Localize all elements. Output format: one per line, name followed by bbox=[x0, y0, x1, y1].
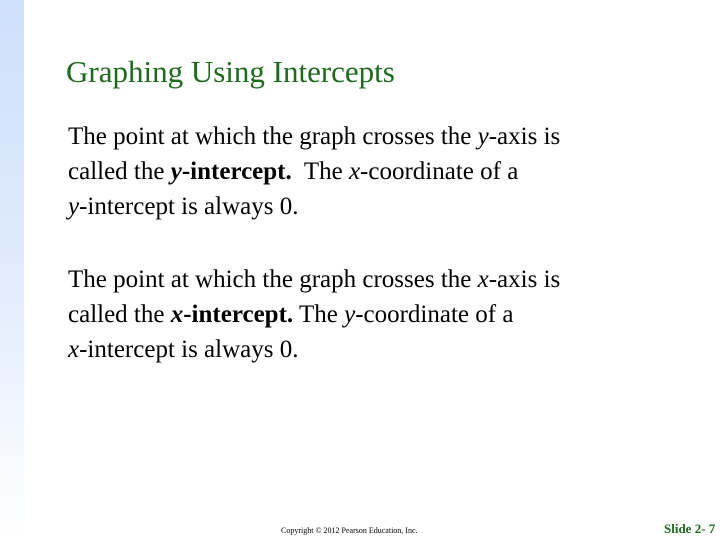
copyright-notice: Copyright © 2012 Pearson Education, Inc. bbox=[281, 526, 418, 535]
text-run: -coordinate of a bbox=[360, 158, 519, 185]
text-run: -axis is bbox=[488, 123, 561, 150]
paragraph-line bbox=[68, 297, 688, 332]
variable-x: x bbox=[68, 336, 80, 363]
variable-y: y bbox=[344, 301, 356, 328]
variable-y: y bbox=[68, 193, 80, 220]
paragraph-line bbox=[68, 189, 688, 224]
text-run: The point at which the graph crosses the bbox=[68, 266, 478, 293]
text-run: called the bbox=[68, 158, 171, 185]
text-run: -coordinate of a bbox=[355, 301, 514, 328]
x-intercept-paragraph bbox=[68, 262, 688, 367]
text-run: -intercept is always 0. bbox=[79, 336, 299, 363]
text-run: -intercept is always 0. bbox=[79, 193, 299, 220]
text-run: The bbox=[291, 158, 349, 185]
text-run: -axis is bbox=[488, 266, 561, 293]
text-run: The point at which the graph crosses the bbox=[68, 123, 478, 150]
paragraph-line bbox=[68, 154, 688, 189]
term-x-intercept: -intercept. bbox=[183, 301, 294, 328]
paragraph-line bbox=[68, 332, 688, 367]
slide-title: Graphing Using Intercepts bbox=[66, 54, 395, 89]
text-run: The bbox=[293, 301, 345, 328]
slide-side-bar bbox=[0, 0, 24, 540]
text-run: called the bbox=[68, 301, 171, 328]
paragraph-line bbox=[68, 119, 688, 154]
variable-x: x bbox=[348, 158, 361, 185]
term-variable-x: x bbox=[170, 301, 184, 328]
y-intercept-paragraph bbox=[68, 119, 688, 224]
term-variable-y: y bbox=[170, 158, 182, 185]
term-y-intercept: -intercept. bbox=[181, 158, 292, 185]
slide-number: Slide 2- 7 bbox=[664, 521, 716, 536]
variable-x: x bbox=[477, 266, 489, 293]
variable-y: y bbox=[477, 123, 489, 150]
paragraph-line bbox=[68, 262, 688, 297]
